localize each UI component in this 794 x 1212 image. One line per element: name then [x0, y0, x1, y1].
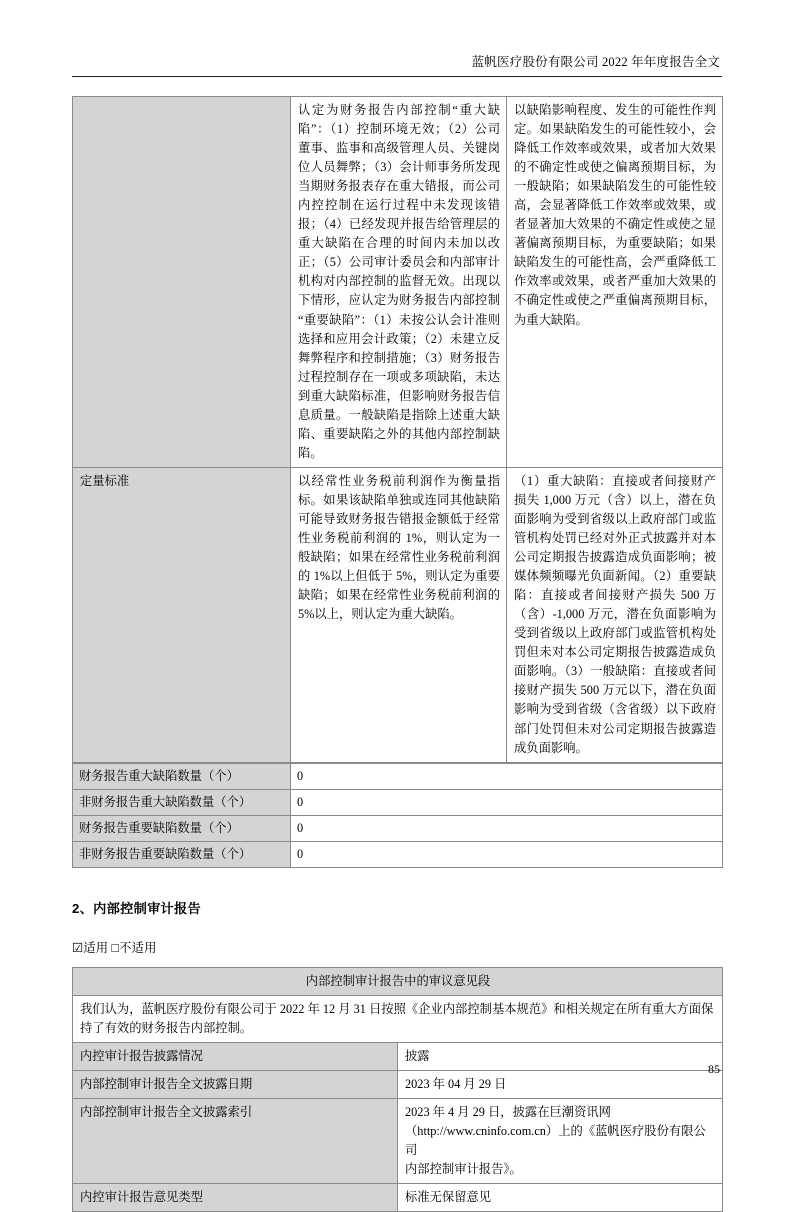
count-value-nonfinancial-significant: 0	[291, 841, 723, 867]
criteria-financial-cell	[291, 97, 507, 468]
table-row	[73, 1070, 723, 1098]
quantitative-criteria-label: 定量标准	[73, 467, 291, 762]
criteria-financial-text: 认定为财务报告内部控制“重大缺陷”：（1）控制环境无效；（2）公司董事、监事和高级管理人员、关键岗位人员舞弊；（3）会计师事务所发现当期财务报表存在重大错报，而公司内控控制在运行过程中未发现该错报；（4）已经发现并报告给管理层的重大缺陷在合理的时间内未加以改正；（5）公司审计委员会和内部审计机构对内部控制的监督无效。出现以下情形，应认定为财务报告内部控制“重要缺陷”：（1）未按公认会计准则选择和应用会计政策；（2）未建立反舞弊程序和控制措施；（3）财务报告过程控制存在一项或多项缺陷，未达到重大缺陷标准，但影响财务报告信息质量。一般缺陷是指除上述重大缺陷、重要缺陷之外的其他内部控制缺陷。	[298, 103, 500, 460]
count-value-financial-material: 0	[291, 763, 723, 789]
criteria-row-label	[73, 97, 291, 468]
internal-control-audit-report-table	[72, 967, 723, 1212]
quantitative-nonfinancial-cell	[507, 467, 723, 762]
audit-label-disclosure-index: 内部控制审计报告全文披露索引	[73, 1099, 398, 1184]
table-row	[73, 841, 723, 867]
table-row	[73, 967, 723, 995]
table-row	[73, 995, 723, 1042]
audit-label-opinion-type: 内控审计报告意见类型	[73, 1184, 398, 1212]
audit-table-header: 内部控制审计报告中的审议意见段	[73, 967, 723, 995]
quantitative-financial-text: 以经常性业务税前利润作为衡量指标。如果该缺陷单独或连同其他缺陷可能导致财务报告错报金额低于经常性业务税前利润的 1%，则认定为一般缺陷；如果在经常性业务税前利润的 1%以上但低于 5%，则认定为重要缺陷；如果在经常性业务税前利润的 5%以上，则认定为重大缺陷。	[298, 473, 500, 622]
table-row	[73, 815, 723, 841]
criteria-nonfinancial-cell	[507, 97, 723, 468]
audit-opinion-paragraph: 我们认为，蓝帆医疗股份有限公司于 2022 年 12 月 31 日按照《企业内部控制基本规范》和相关规定在所有重大方面保持了有效的财务报告内部控制。	[73, 995, 723, 1042]
count-label-nonfinancial-material: 非财务报告重大缺陷数量（个）	[73, 789, 291, 815]
applicable-checkbox-unchecked[interactable]: □不适用	[111, 940, 157, 955]
audit-value-disclosure-status: 披露	[398, 1042, 723, 1070]
audit-label-disclosure-date: 内部控制审计报告全文披露日期	[73, 1070, 398, 1098]
criteria-nonfinancial-text: 以缺陷影响程度、发生的可能性作判定。如果缺陷发生的可能性较小，会降低工作效率或效果，或者加大效果的不确定性或使之偏离预期目标，为一般缺陷；如果缺陷发生的可能性较高，会显著降低工作效率或效果，或者显著加大效果的不确定性或使之显著偏离预期目标，为重要缺陷；如果缺陷发生的可能性高，会严重降低工作效率或效果，或者严重加大效果的不确定性或使之严重偏离预期目标，为重大缺陷。	[514, 103, 716, 327]
audit-value-opinion-type: 标准无保留意见	[398, 1184, 723, 1212]
audit-index-line-2: （http://www.cninfo.com.cn）上的《蓝帆医疗股份有限公司	[405, 1124, 706, 1158]
deficiency-count-table	[72, 763, 723, 868]
table-row	[73, 97, 723, 468]
audit-value-disclosure-date: 2023 年 04 月 29 日	[398, 1070, 723, 1098]
applicability-line	[72, 938, 722, 956]
page-number: 85	[708, 1062, 720, 1076]
section-heading-internal-control-audit-report: 2、内部控制审计报告	[72, 900, 202, 916]
audit-label-disclosure-status: 内控审计报告披露情况	[73, 1042, 398, 1070]
audit-value-disclosure-index	[398, 1099, 723, 1184]
quantitative-financial-cell	[291, 467, 507, 762]
count-label-financial-material: 财务报告重大缺陷数量（个）	[73, 763, 291, 789]
deficiency-criteria-table	[72, 96, 723, 763]
table-row	[73, 1184, 723, 1212]
count-value-nonfinancial-material: 0	[291, 789, 723, 815]
table-row	[73, 1099, 723, 1184]
audit-index-line-3: 内部控制审计报告》。	[405, 1162, 522, 1177]
running-header: 蓝帆医疗股份有限公司 2022 年年度报告全文	[471, 55, 720, 69]
header-rule	[72, 76, 722, 77]
count-value-financial-significant: 0	[291, 815, 723, 841]
table-row	[73, 1042, 723, 1070]
audit-index-line-1: 2023 年 4 月 29 日，披露在巨潮资讯网	[405, 1105, 611, 1120]
quantitative-nonfinancial-text: （1）重大缺陷：直接或者间接财产损失 1,000 万元（含）以上，潜在负面影响为受到省级以上政府部门或监管机构处罚已经对外正式披露并对本公司定期报告披露造成负面影响；被媒体频频曝光负面新闻。（2）重要缺陷：直接或者间接财产损失 500 万（含）-1,000 万元，潜在负面影响为受到省级以上政府部门或监管机构处罚但未对本公司定期报告披露造成负面影响。（3）一般缺陷：直接或者间接财产损失 500 万元以下，潜在负面影响为受到省级（含省级）以下政府部门处罚但未对公司定期报告披露造成负面影响。	[514, 473, 716, 755]
table-row	[73, 789, 723, 815]
table-row	[73, 467, 723, 762]
applicable-checkbox-checked[interactable]: ☑适用	[72, 940, 109, 955]
count-label-financial-significant: 财务报告重要缺陷数量（个）	[73, 815, 291, 841]
table-row	[73, 763, 723, 789]
count-label-nonfinancial-significant: 非财务报告重要缺陷数量（个）	[73, 841, 291, 867]
